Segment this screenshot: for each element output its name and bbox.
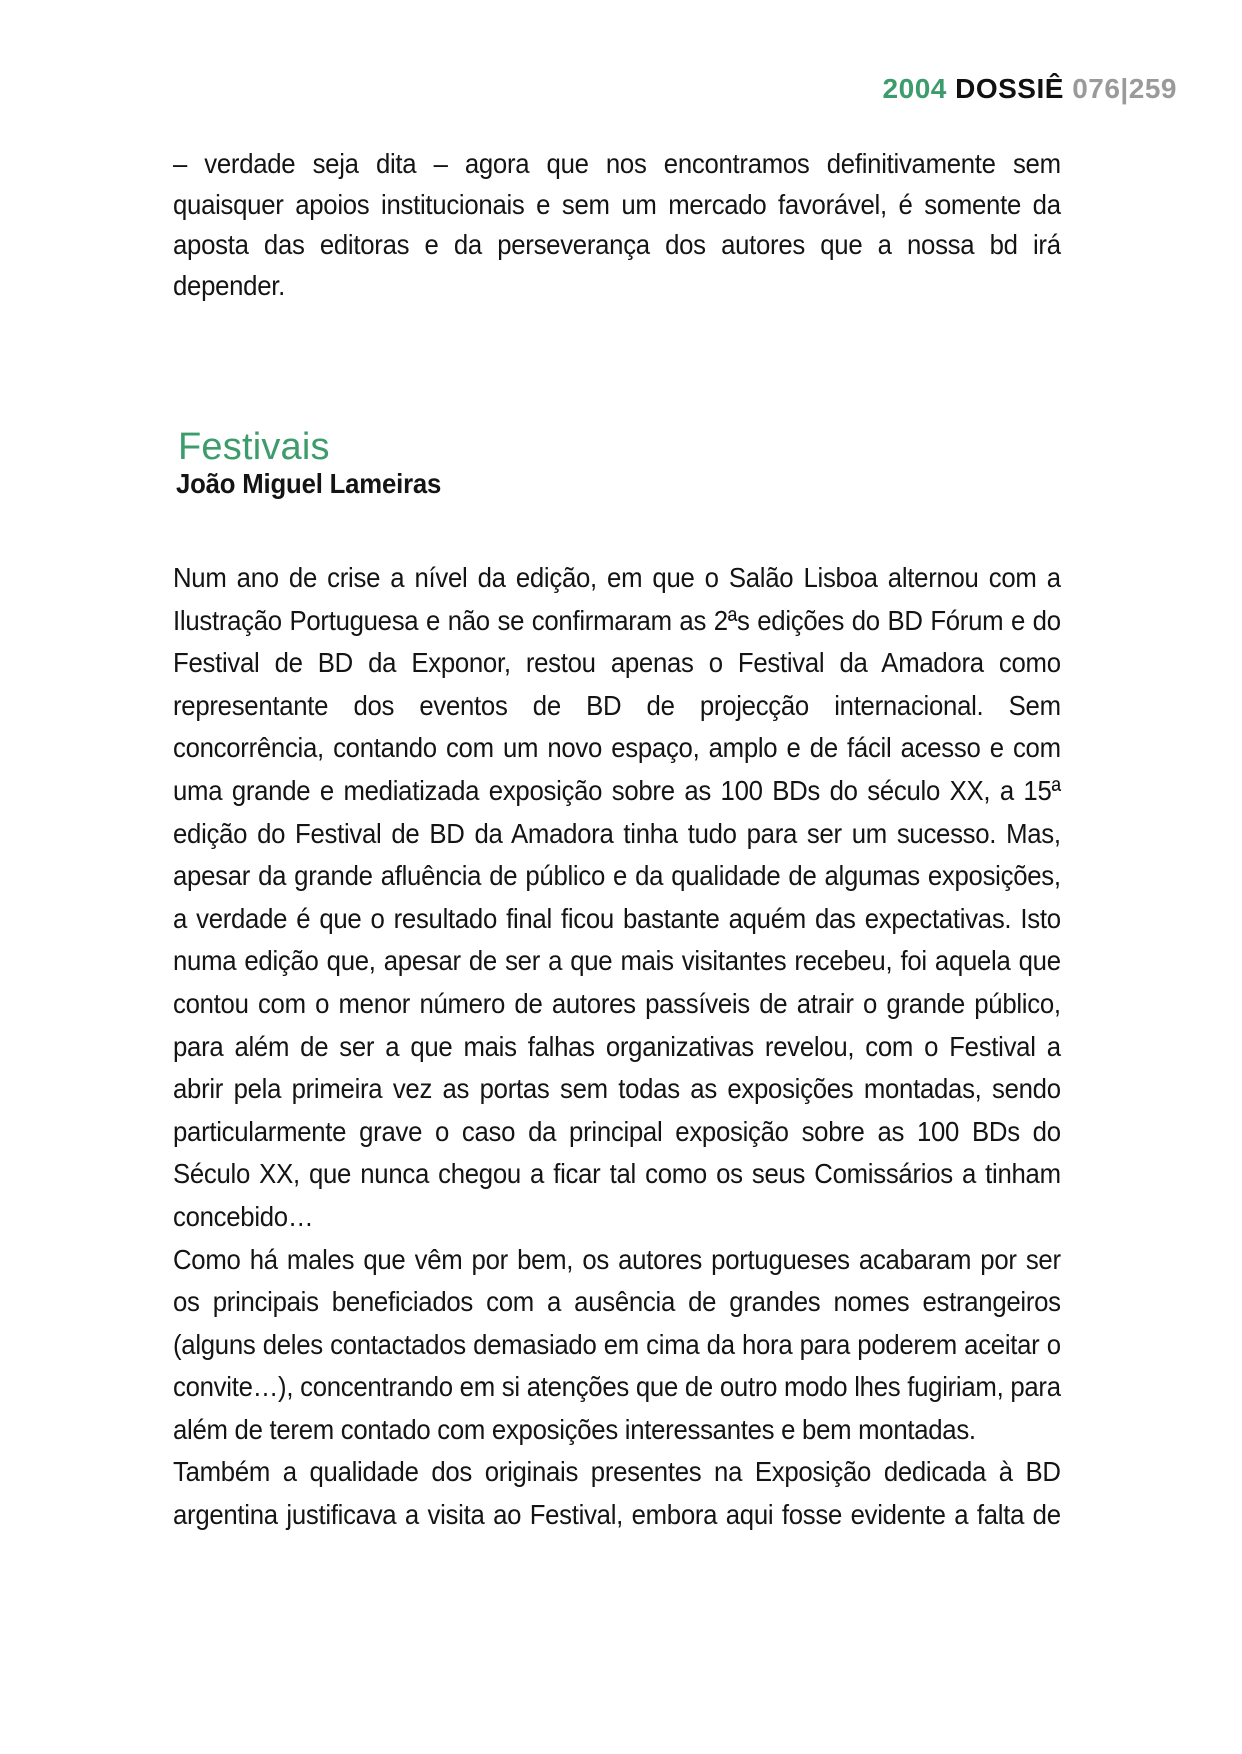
text-line: uma grande e mediatizada exposição sobre as 100 BDs do século XX, a 15ª (173, 774, 1061, 806)
header-year: 2004 (882, 73, 947, 104)
text-line: aposta das editoras e da perseverança dos autores que a nossa bd irá (173, 229, 1061, 261)
text-line: os principais beneficiados com a ausência de grandes nomes estrangeiros (173, 1286, 1061, 1318)
text-line: concebido… (173, 1200, 314, 1232)
text-line: argentina justificava a visita ao Festival, embora aqui fosse evidente a falta de (173, 1499, 1061, 1531)
text-line: Ilustração Portuguesa e não se confirmaram as 2ªs edições do BD Fórum e do (173, 604, 1061, 636)
text-line: convite…), concentrando em si atenções que de outro modo lhes fugiriam, para (173, 1371, 1061, 1403)
text-line: numa edição que, apesar de ser a que mais visitantes recebeu, foi aquela que (173, 945, 1061, 977)
text-line: concorrência, contando com um novo espaço, amplo e de fácil acesso e com (173, 732, 1061, 764)
text-line: abrir pela primeira vez as portas sem todas as exposições montadas, sendo (173, 1073, 1061, 1105)
text-line: (alguns deles contactados demasiado em cima da hora para poderem aceitar o (173, 1328, 1061, 1360)
intro-paragraph (173, 144, 1061, 307)
running-header (883, 73, 1177, 105)
header-space-1 (947, 73, 955, 104)
text-line: depender. (173, 270, 286, 302)
text-line: Festival de BD da Exponor, restou apenas o Festival da Amadora como (173, 647, 1061, 679)
text-line: Século XX, que nunca chegou a ficar tal como os seus Comissários a tinham (173, 1158, 1061, 1190)
header-page-numbers: 076|259 (1072, 73, 1177, 104)
header-space-2 (1064, 73, 1072, 104)
text-line: a verdade é que o resultado final ficou bastante aquém das expectativas. Isto (173, 902, 1061, 934)
author-byline: João Miguel Lameiras (176, 468, 442, 499)
text-line: representante dos eventos de BD de projecção internacional. Sem (173, 689, 1061, 721)
text-line: contou com o menor número de autores passíveis de atrair o grande público, (173, 987, 1061, 1019)
text-line: Num ano de crise a nível da edição, em que o Salão Lisboa alternou com a (173, 562, 1061, 593)
text-line: Como há males que vêm por bem, os autores portugueses acabaram por ser (173, 1243, 1061, 1275)
text-line: edição do Festival de BD da Amadora tinha tudo para ser um sucesso. Mas, (173, 817, 1061, 849)
article-body (173, 557, 1061, 1537)
header-section-label: DOSSIÊ (955, 73, 1064, 104)
text-line: para além de ser a que mais falhas organizativas revelou, com o Festival a (173, 1030, 1061, 1062)
text-line: além de terem contado com exposições interessantes e bem montadas. (173, 1413, 976, 1445)
text-line: quaisquer apoios institucionais e sem um mercado favorável, é somente da (173, 188, 1061, 220)
section-heading: Festivais (178, 426, 330, 469)
text-line: Também a qualidade dos originais presentes na Exposição dedicada à BD (173, 1456, 1061, 1488)
text-line: – verdade seja dita – agora que nos encontramos definitivamente sem (173, 148, 1061, 179)
text-line: apesar da grande afluência de público e da qualidade de algumas exposições, (173, 860, 1061, 892)
text-line: particularmente grave o caso da principal exposição sobre as 100 BDs do (173, 1115, 1061, 1147)
